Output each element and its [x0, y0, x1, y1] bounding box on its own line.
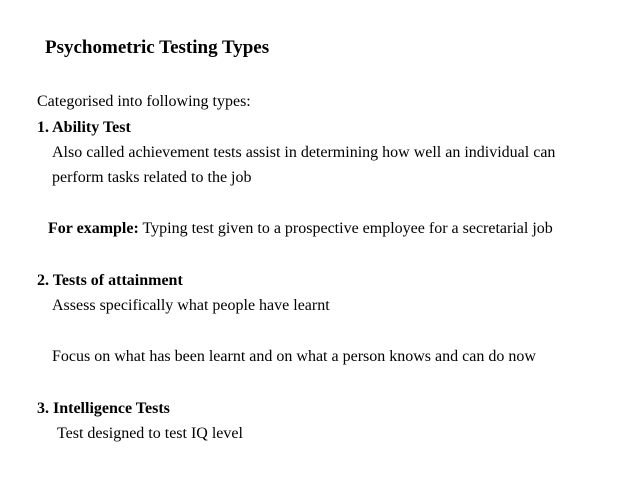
ability-test-description-line-2: perform tasks related to the job	[52, 169, 252, 186]
intro-text: Categorised into following types:	[37, 93, 251, 110]
slide-title: Psychometric Testing Types	[45, 37, 270, 58]
ability-test-description-line-1: Also called achievement tests assist in determining how well an individual can	[52, 144, 556, 161]
attainment-description-line-2: Focus on what has been learnt and on what a person knows and can do now	[52, 348, 536, 365]
ability-test-example	[48, 219, 553, 239]
intelligence-tests-description: Test designed to test IQ level	[57, 425, 243, 442]
section-heading-tests-of-attainment: 2. Tests of attainment	[37, 272, 183, 289]
example-label: For example:	[48, 220, 139, 237]
example-text: Typing test given to a prospective employee for a secretarial job	[138, 220, 553, 237]
attainment-description-line-1: Assess specifically what people have learnt	[52, 297, 330, 314]
section-heading-ability-test: 1. Ability Test	[37, 119, 131, 136]
section-heading-intelligence-tests: 3. Intelligence Tests	[37, 400, 170, 417]
